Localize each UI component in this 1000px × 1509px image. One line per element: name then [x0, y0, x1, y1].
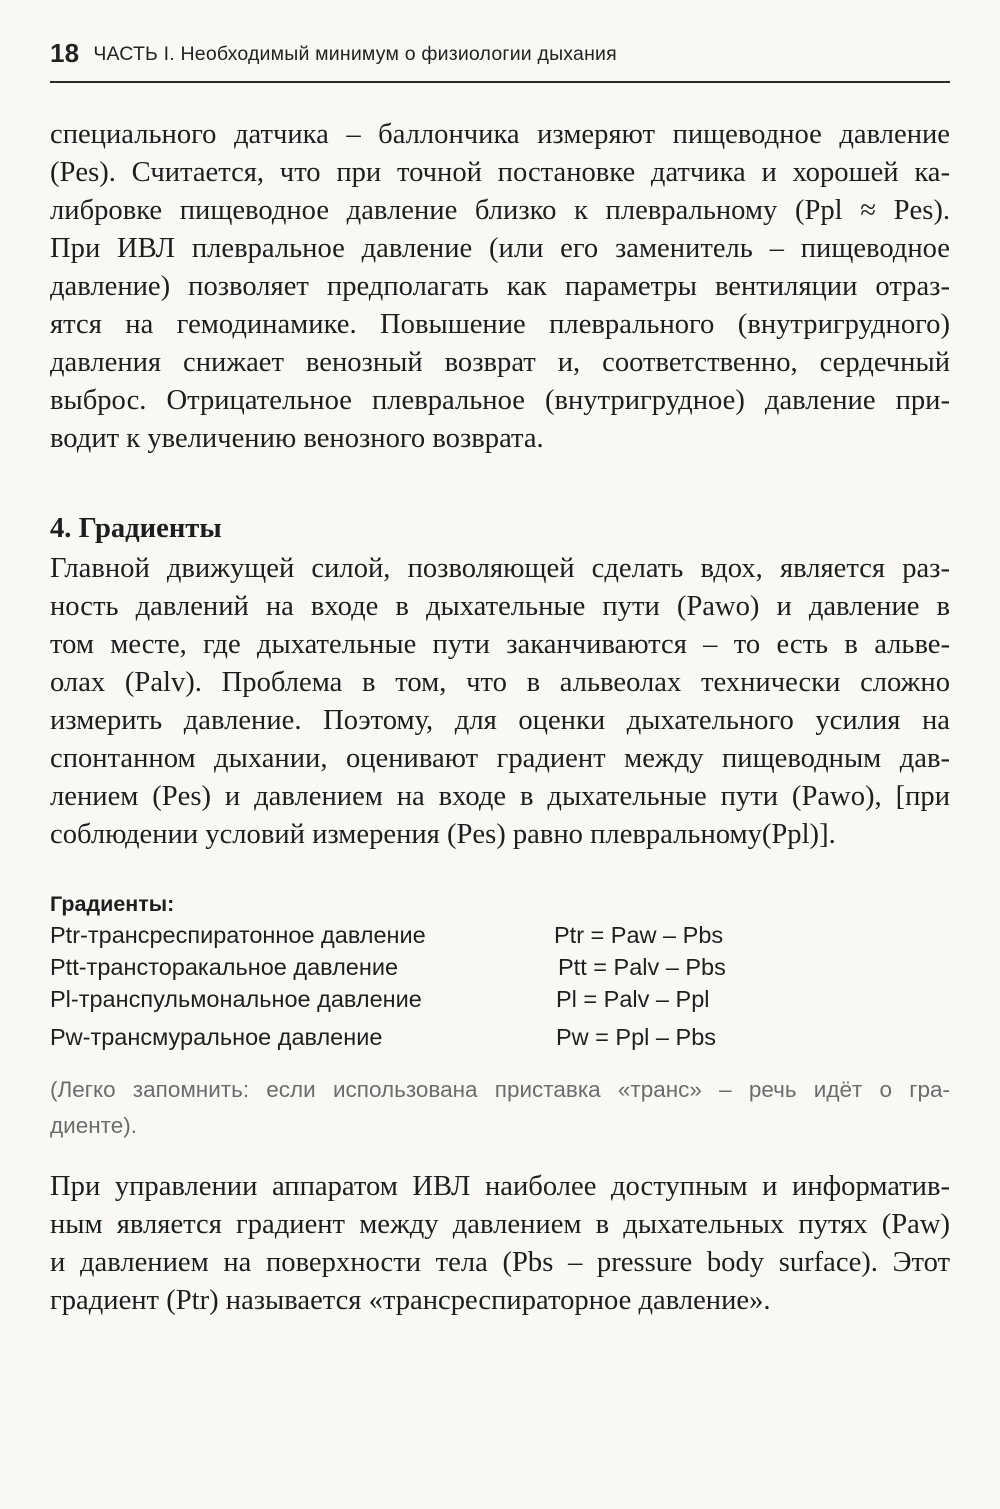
- paragraph-pleural-pressure: [50, 116, 950, 458]
- gradient-name: Ptt-трансторакальное давление: [50, 954, 399, 980]
- section-heading: 4. Градиенты: [50, 513, 222, 544]
- text-line: измерить давление. Поэтому, для оценки дыхательного усилия на: [50, 705, 950, 736]
- text-line: При управлении аппаратом ИВЛ наиболее доступным и информатив-: [50, 1171, 950, 1202]
- gradient-formula: Pl = Palv – Ppl: [556, 986, 710, 1012]
- header-rule: [50, 81, 950, 83]
- text-line: специального датчика – баллончика измеряют пищеводное давление: [50, 119, 950, 150]
- text-line: (Легко запомнить: если использована приставка «транс» – речь идёт о гра-: [50, 1077, 950, 1102]
- running-header: [50, 36, 950, 67]
- paragraph-transrespiratory: [50, 1168, 950, 1320]
- gradients-box-title: Градиенты:: [50, 892, 175, 916]
- text-line: соблюдении условий измерения (Pes) равно плевральному(Ppl)].: [50, 819, 836, 850]
- text-line: давления снижает венозный возврат и, соответственно, сердечный: [50, 347, 950, 378]
- text-line: олах (Palv). Проблема в том, что в альвеолах технически сложно: [50, 667, 950, 698]
- text-line: При ИВЛ плевральное давление (или его заменитель – пищеводное: [50, 233, 950, 264]
- gradient-row: [50, 986, 950, 1016]
- text-line: градиент (Ptr) называется «трансреспираторное давление».: [50, 1285, 771, 1316]
- gradient-formula: Ptr = Paw – Pbs: [554, 922, 724, 948]
- text-line: (Pes). Считается, что при точной постановке датчика и хорошей ка-: [50, 157, 950, 188]
- gradient-name: Pw-трансмуральное давление: [50, 1024, 383, 1050]
- page-number: 18: [50, 38, 80, 68]
- text-line: ным является градиент между давлением в дыхательных путях (Paw): [50, 1209, 950, 1240]
- book-page: [50, 0, 950, 1509]
- text-line: ность давлений на входе в дыхательные пути (Pawo) и давление в: [50, 591, 950, 622]
- text-line: лением (Pes) и давлением на входе в дыхательные пути (Pawo), [при: [50, 781, 950, 812]
- gradient-name: Ptr-трансреспиратонное давление: [50, 922, 426, 948]
- text-line: спонтанном дыхании, оценивают градиент между пищеводным дав-: [50, 743, 950, 774]
- text-line: диенте).: [50, 1113, 137, 1138]
- gradient-row: [50, 1024, 950, 1054]
- text-line: выброс. Отрицательное плевральное (внутригрудное) давление при-: [50, 385, 950, 416]
- text-line: ятся на гемодинамике. Повышение плеврального (внутригрудного): [50, 309, 950, 340]
- mnemonic-note: [50, 1072, 950, 1144]
- text-line: и давлением на поверхности тела (Pbs – pressure body surface). Этот: [50, 1247, 950, 1278]
- paragraph-gradients-intro: [50, 550, 950, 854]
- text-line: водит к увеличению венозного возврата.: [50, 423, 544, 454]
- gradient-formula: Ptt = Palv – Pbs: [558, 954, 726, 980]
- running-title: ЧАСТЬ I. Необходимый минимум о физиологии дыхания: [93, 43, 617, 65]
- text-line: давление) позволяет предполагать как параметры вентиляции отраз-: [50, 271, 950, 302]
- text-line: Главной движущей силой, позволяющей сделать вдох, является раз-: [50, 553, 950, 584]
- text-line: либровке пищеводное давление близко к плевральному (Ppl ≈ Pes).: [50, 195, 950, 226]
- gradient-name: Pl-транспульмональное давление: [50, 986, 422, 1012]
- gradient-row: [50, 954, 950, 984]
- text-line: том месте, где дыхательные пути заканчиваются – то есть в альве-: [50, 629, 950, 660]
- gradient-formula: Pw = Ppl – Pbs: [556, 1024, 717, 1050]
- gradient-row: [50, 922, 950, 952]
